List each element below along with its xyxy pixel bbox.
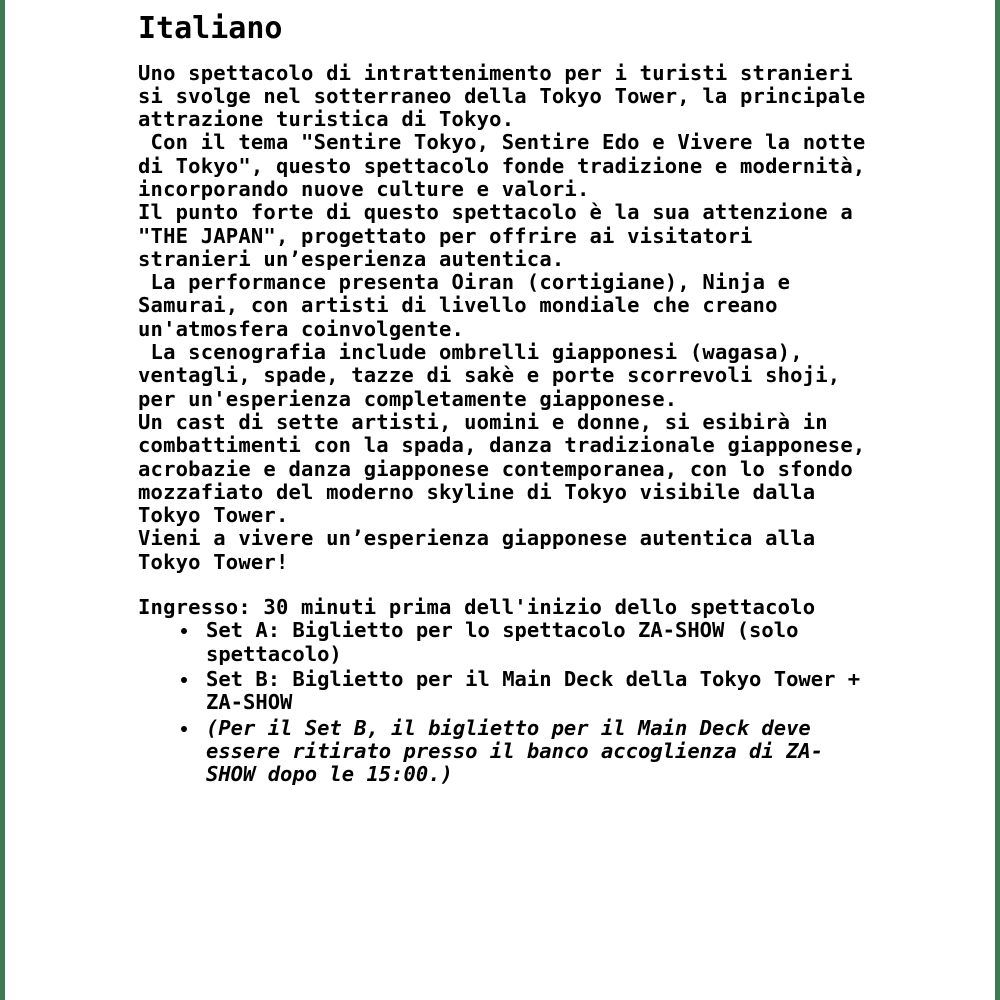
section-spacer xyxy=(138,574,868,596)
paragraph-intro: Uno spettacolo di intrattenimento per i turisti stranieri si svolge nel sotterraneo della Tokyo Tower, la principale attrazione turistica di Tokyo. xyxy=(138,60,878,132)
ticket-options-list xyxy=(138,619,868,786)
paragraph-performance: La performance presenta Oiran (cortigiane), Ninja e Samurai, con artisti di livello mondiale che creano un'atmosfera coinvolgente. xyxy=(138,270,803,341)
page-title: Italiano xyxy=(138,11,283,46)
left-edge-strip xyxy=(0,0,5,1000)
paragraph-theme: Con il tema "Sentire Tokyo, Sentire Edo e Vivere la notte di Tokyo", questo spettacolo fonde tradizione e modernità, incorporando nuove culture e valori. xyxy=(138,130,878,201)
list-item: • Set B: Biglietto per il Main Deck della Tokyo Tower + ZA-SHOW xyxy=(200,668,868,715)
paragraph-closing: Vieni a vivere un’esperienza giapponese autentica alla Tokyo Tower! xyxy=(138,526,828,574)
right-edge-strip xyxy=(995,0,1000,1000)
paragraph-highlight: Il punto forte di questo spettacolo è la sua attenzione a "THE JAPAN", progettato per offrire ai visitatori stranieri un’esperienza autentica. xyxy=(138,200,866,271)
document-content xyxy=(138,10,878,788)
paragraph-set-design: La scenografia include ombrelli giapponesi (wagasa), ventagli, spade, tazze di sakè e porte scorrevoli shoji, per un'esperienza completamente giapponese. xyxy=(138,340,853,411)
entry-note: Ingresso: 30 minuti prima dell'inizio dello spettacolo xyxy=(138,595,816,620)
list-item: • Set A: Biglietto per lo spettacolo ZA-SHOW (solo spettacolo) xyxy=(200,619,868,666)
paragraph-cast: Un cast di sette artisti, uomini e donne, si esibirà in combattimenti con la spada, danza tradizionale giapponese, acrobazie e danza giapponese contemporanea, con lo sfondo mozzafiato del moderno skyline di Tokyo visibile dalla Tokyo Tower. xyxy=(138,409,878,528)
list-item: • (Per il Set B, il biglietto per il Main Deck deve essere ritirato presso il banco accoglienza di ZA-SHOW dopo le 15:00.) xyxy=(200,717,868,787)
